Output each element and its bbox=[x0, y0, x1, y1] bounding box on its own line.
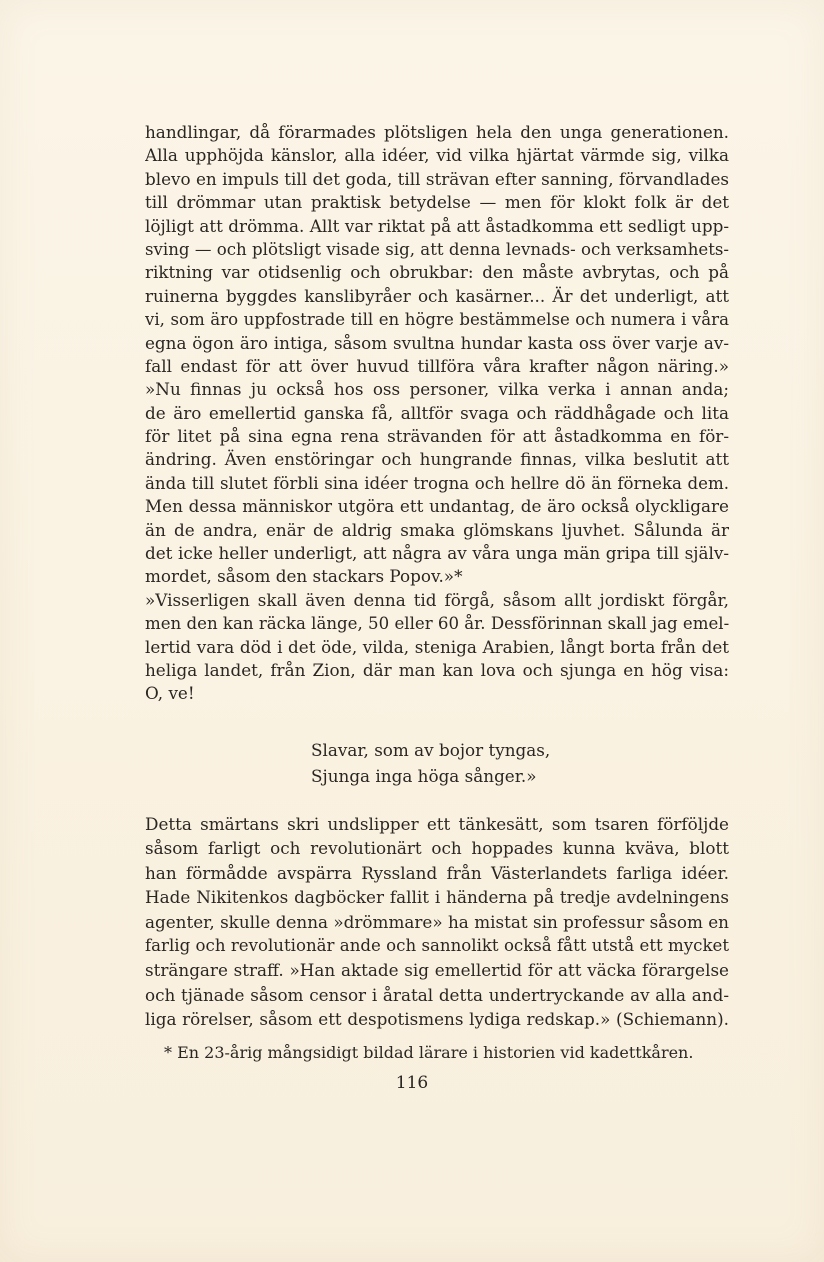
text-line: handlingar, då förarmades plötsligen hela den unga generationen. bbox=[145, 122, 729, 142]
text-line: ruinerna byggdes kanslibyråer och kasärner... Är det underligt, att bbox=[145, 285, 729, 306]
main-text-upper bbox=[145, 121, 729, 706]
text-line: agenter, skulle denna »drömmare» ha mistat sin professur såsom en bbox=[145, 911, 729, 932]
text-line: Detta smärtans skri undslipper ett tänkesätt, som tsaren förföljde bbox=[145, 814, 729, 834]
text-line: O, ve! bbox=[145, 683, 195, 704]
text-line: men den kan räcka länge, 50 eller 60 år. Dessförinnan skall jag emel- bbox=[145, 614, 729, 634]
text-line: vi, som äro uppfostrade till en högre bestämmelse och numera i våra bbox=[145, 310, 729, 330]
text-line: för litet på sina egna rena strävanden för att åstadkomma en för- bbox=[145, 426, 729, 447]
text-line: Alla upphöjda känslor, alla idéer, vid vilka hjärtat värmde sig, vilka bbox=[145, 145, 729, 166]
text-line: sving — och plötsligt visade sig, att denna levnads- och verksamhets- bbox=[145, 239, 729, 259]
verse-line: Sjunga inga höga sånger.» bbox=[311, 766, 537, 786]
text-line: det icke heller underligt, att några av våra unga män gripa till själv- bbox=[145, 543, 729, 564]
text-line: löjligt att drömma. Allt var riktat på att åstadkomma ett sedligt upp- bbox=[145, 215, 729, 236]
text-line: mordet, såsom den stackars Popov.»* bbox=[145, 566, 463, 587]
text-line: lertid vara död i det öde, vilda, steniga Arabien, långt borta från det bbox=[145, 636, 729, 657]
text-line: egna ögon äro intiga, såsom svultna hundar kasta oss över varje av- bbox=[145, 332, 729, 353]
text-line: »Visserligen skall även denna tid förgå, såsom allt jordiskt förgår, bbox=[145, 589, 729, 610]
footnote: * En 23-årig mångsidigt bildad lärare i historien vid kadettkåren. bbox=[164, 1043, 694, 1062]
text-line: liga rörelser, såsom ett despotismens lydiga redskap.» (Schiemann). bbox=[145, 1009, 729, 1030]
text-line: fall endast för att över huvud tillföra våra krafter någon näring.» bbox=[145, 355, 729, 376]
text-line: farlig och revolutionär ande och sannolikt också fått utstå ett mycket bbox=[145, 935, 729, 955]
text-line: riktning var otidsenlig och obrukbar: den måste avbrytas, och på bbox=[145, 262, 729, 283]
text-line: »Nu finnas ju också hos oss personer, vilka verka i annan anda; bbox=[145, 379, 729, 400]
verse-line: Slavar, som av bojor tyngas, bbox=[311, 740, 551, 760]
text-line: han förmådde avspärra Ryssland från Västerlandets farliga idéer. bbox=[145, 862, 729, 883]
page-number: 116 bbox=[395, 1073, 429, 1093]
verse-quote bbox=[311, 737, 550, 789]
text-line: ändring. Även enstöringar och hungrande finnas, vilka beslutit att bbox=[145, 449, 729, 470]
text-line: blevo en impuls till det goda, till strävan efter sanning, förvandlades bbox=[145, 168, 729, 189]
text-line: än de andra, enär de aldrig smaka glömskans ljuvhet. Sålunda är bbox=[145, 519, 729, 540]
text-line: Men dessa människor utgöra ett undantag, de äro också olyckligare bbox=[145, 496, 729, 517]
text-line: de äro emellertid ganska få, alltför svaga och räddhågade och lita bbox=[145, 402, 729, 423]
text-line: och tjänade såsom censor i åratal detta undertryckande av alla and- bbox=[145, 984, 729, 1005]
text-line: ända till slutet förbli sina idéer trogna och hellre dö än förneka dem. bbox=[145, 473, 729, 493]
text-line: till drömmar utan praktisk betydelse — men för klokt folk är det bbox=[145, 192, 729, 213]
text-line: heliga landet, från Zion, där man kan lova och sjunga en hög visa: bbox=[145, 659, 729, 680]
text-line: strängare straff. »Han aktade sig emellertid för att väcka förargelse bbox=[145, 960, 729, 981]
text-line: såsom farligt och revolutionärt och hoppades kunna kväva, blott bbox=[145, 838, 729, 859]
text-line: Hade Nikitenkos dagböcker fallit i händerna på tredje avdelningens bbox=[145, 887, 729, 908]
main-text-lower bbox=[145, 812, 729, 1032]
